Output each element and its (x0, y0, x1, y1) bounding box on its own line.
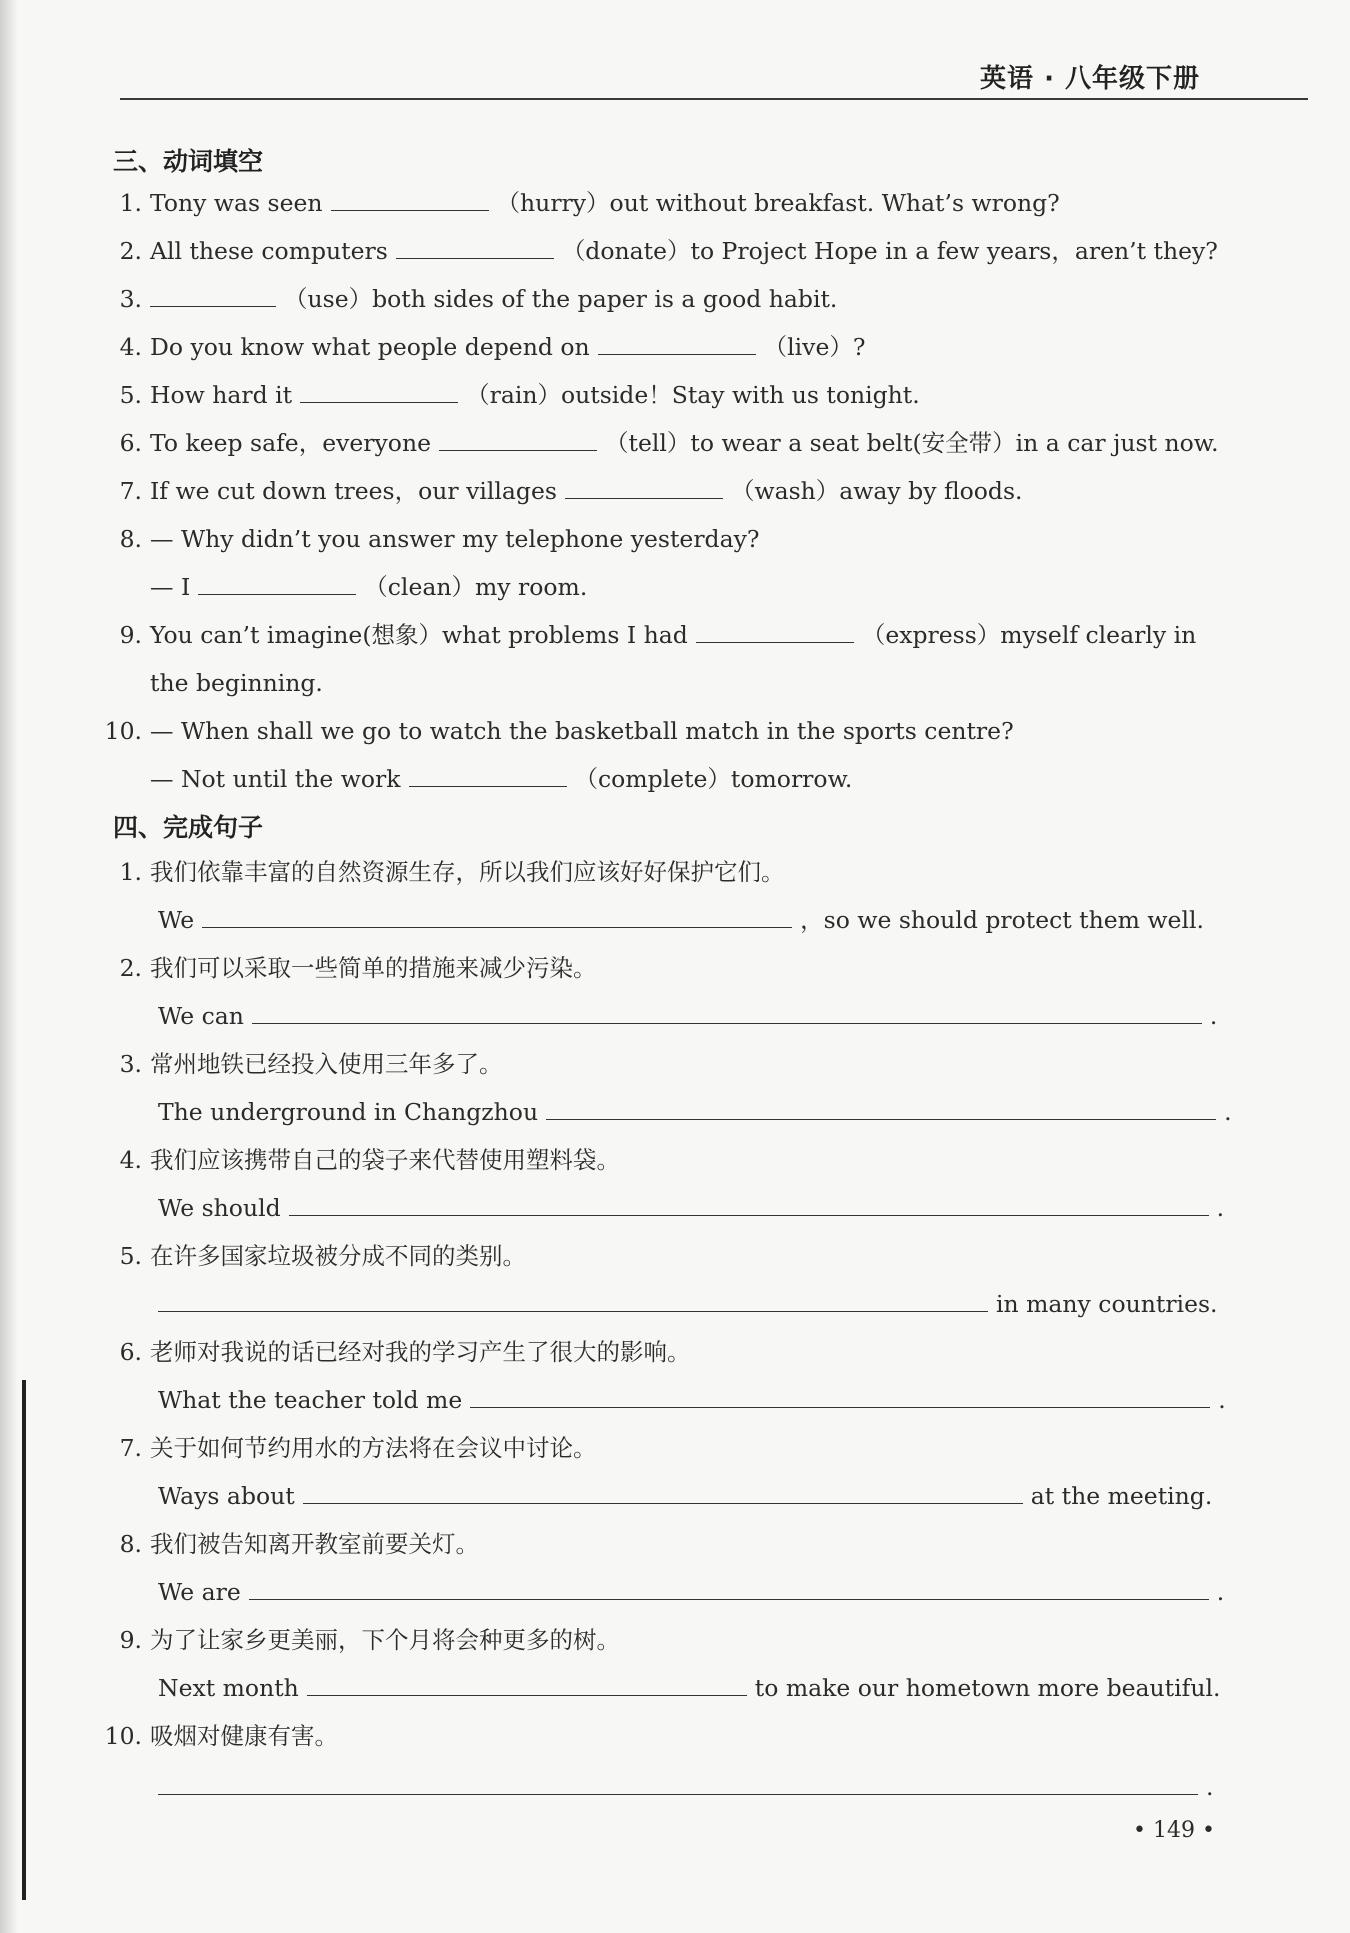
s4-item-3-en: The underground in Changzhou . (158, 1098, 1232, 1126)
s4-item-7-cn: 7. 关于如何节约用水的方法将在会议中讨论。 (119, 1434, 597, 1462)
s3-item-1: 1. Tony was seen （hurry）out without breakfast. What’s wrong? (119, 189, 1060, 217)
s3-item-3: 3. （use）both sides of the paper is a good habit. (119, 285, 838, 313)
answer-blank[interactable] (198, 572, 356, 595)
s3-item-8: 8. — Why didn’t you answer my telephone yesterday? (119, 525, 760, 553)
answer-blank[interactable] (598, 332, 756, 355)
s4-item-6-cn: 6. 老师对我说的话已经对我的学习产生了很大的影响。 (119, 1338, 691, 1366)
s4-item-2-en: We can . (158, 1002, 1218, 1030)
answer-blank[interactable] (696, 620, 854, 643)
s3-item-6: 6. To keep safe，everyone （tell）to wear a seat belt(安全带）in a car just now. (119, 429, 1219, 457)
s4-item-9-cn: 9. 为了让家乡更美丽，下个月将会种更多的树。 (119, 1626, 620, 1654)
section-4-title: 四、完成句子 (113, 813, 264, 842)
answer-blank[interactable] (331, 188, 489, 211)
s4-item-10-cn: 10. 吸烟对健康有害。 (104, 1722, 338, 1750)
answer-line[interactable] (303, 1481, 1023, 1504)
s4-item-8-cn: 8. 我们被告知离开教室前要关灯。 (119, 1530, 479, 1558)
answer-line[interactable] (546, 1097, 1216, 1120)
binding-line (22, 1380, 26, 1900)
answer-blank[interactable] (396, 236, 554, 259)
header-rule (120, 98, 1308, 100)
s3-item-10: 10. — When shall we go to watch the basketball match in the sports centre? (104, 717, 1014, 745)
s3-item-2: 2. All these computers （donate）to Project Hope in a few years，aren’t they? (119, 237, 1218, 265)
s4-item-5-en: in many countries. (158, 1289, 1218, 1319)
answer-line[interactable] (289, 1193, 1209, 1216)
answer-line[interactable] (307, 1673, 747, 1696)
s4-item-4-en: We should . (158, 1194, 1225, 1222)
s3-item-7: 7. If we cut down trees，our villages （wash）away by floods. (119, 477, 1023, 505)
s4-item-8-en: We are . (158, 1578, 1225, 1606)
s3-item-10-response: — Not until the work （complete）tomorrow. (150, 765, 853, 793)
s4-item-9-en: Next month to make our hometown more beautiful. (158, 1674, 1221, 1702)
s4-item-1-cn: 1. 我们依靠丰富的自然资源生存，所以我们应该好好保护它们。 (119, 858, 785, 886)
s4-item-7-en: Ways about at the meeting. (158, 1482, 1213, 1510)
section-3-title: 三、动词填空 (113, 147, 264, 176)
s4-item-2-cn: 2. 我们可以采取一些简单的措施来减少污染。 (119, 954, 597, 982)
answer-blank[interactable] (300, 380, 458, 403)
s3-item-8-response: — I （clean）my room. (150, 573, 588, 601)
s3-item-9-cont: the beginning. (150, 669, 323, 697)
page-number: • 149 • (1133, 1818, 1215, 1843)
page-header: 英语 · 八年级下册 (980, 64, 1200, 94)
s4-item-6-en: What the teacher told me . (158, 1386, 1226, 1414)
s4-item-4-cn: 4. 我们应该携带自己的袋子来代替使用塑料袋。 (119, 1146, 620, 1174)
answer-line[interactable] (202, 905, 792, 928)
answer-line[interactable] (252, 1001, 1202, 1024)
answer-line[interactable] (158, 1772, 1198, 1795)
s4-item-1-en: We ，so we should protect them well. (158, 906, 1204, 934)
answer-blank[interactable] (150, 284, 276, 307)
answer-blank[interactable] (565, 476, 723, 499)
s3-item-4: 4. Do you know what people depend on （live）? (119, 333, 866, 361)
answer-line[interactable] (158, 1289, 988, 1312)
s3-item-9: 9. You can’t imagine(想象）what problems I had （express）myself clearly in (119, 621, 1197, 649)
page-shadow (0, 0, 18, 1933)
s4-item-5-cn: 5. 在许多国家垃圾被分成不同的类别。 (119, 1242, 526, 1270)
s4-item-10-en: . (158, 1772, 1213, 1802)
s4-item-3-cn: 3. 常州地铁已经投入使用三年多了。 (119, 1050, 503, 1078)
answer-blank[interactable] (409, 764, 567, 787)
answer-line[interactable] (249, 1577, 1209, 1600)
answer-blank[interactable] (439, 428, 597, 451)
answer-line[interactable] (470, 1385, 1210, 1408)
s3-item-5: 5. How hard it （rain）outside！Stay with us tonight. (119, 381, 920, 409)
